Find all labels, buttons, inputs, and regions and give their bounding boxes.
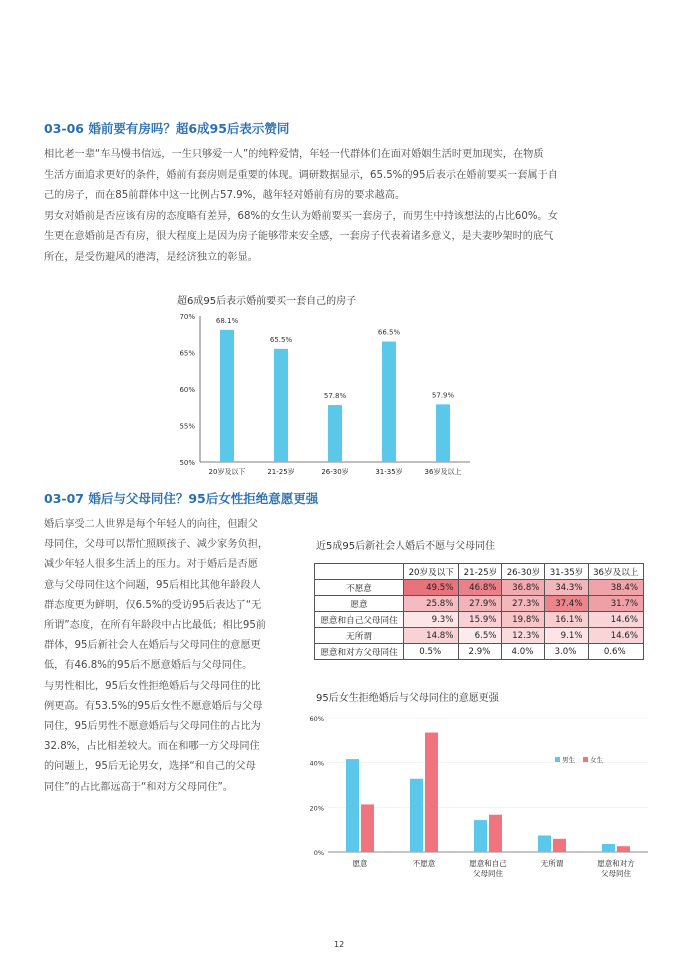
section-title-03-07: 03-07 婚后与父母同住？95后女性拒绝意愿更强 <box>44 491 319 506</box>
bar-value-label: 57.8% <box>323 392 347 401</box>
bar <box>328 405 342 462</box>
text-line: 例更高。有53.5%的95后女性不愿意婚后与父母 <box>44 700 263 712</box>
page-number: 12 <box>334 940 345 949</box>
chart2-title: 95后女生拒绝婚后与父母同住的意愿更强 <box>316 693 499 704</box>
table-cell: 9.1% <box>545 628 588 644</box>
table-cell: 25.8% <box>404 596 459 612</box>
bar-value-label: 66.5% <box>377 328 401 337</box>
y-tick-label: 60% <box>179 386 195 394</box>
text-line: 32.8%，占比相差较大。而在和哪一方父母同住 <box>44 741 260 753</box>
table-cell: 27.3% <box>502 596 545 612</box>
table-cell: 0.6% <box>588 644 644 660</box>
y-tick-label: 70% <box>179 313 195 321</box>
table-header-row <box>315 564 644 580</box>
parents-table <box>314 563 644 660</box>
bar <box>274 349 288 462</box>
bar-female <box>617 846 630 852</box>
bar-female <box>425 733 438 852</box>
table-cell: 9.3% <box>404 612 459 628</box>
x-tick-label: 愿意和自己父母同住 <box>469 859 507 878</box>
x-tick-label: 36岁及以上 <box>424 468 462 476</box>
text-line: 婚后享受二人世界是每个年轻人的向往，但跟父 <box>44 519 258 530</box>
bar <box>220 330 234 462</box>
x-tick-label: 20岁及以下 <box>208 468 246 476</box>
text-line: 男女对婚前是否应该有房的态度略有差异，68%的女生认为婚前要买一套房子，而男生中持该想法的占比60%。女 <box>44 210 558 222</box>
text-line: 意与父母同住这个问题，95后相比其他年龄段人 <box>44 579 261 591</box>
text-line: 的问题上，95后无论男女，选择“和自己的父母 <box>44 761 256 773</box>
table-row <box>315 612 644 628</box>
table-cell: 14.6% <box>588 612 644 628</box>
table-cell: 4.0% <box>502 644 545 660</box>
bar-male <box>346 759 359 852</box>
legend-swatch <box>555 757 560 762</box>
bar-value-label: 68.1% <box>215 316 239 325</box>
table-cell: 46.8% <box>459 580 502 596</box>
table-cell: 31.7% <box>588 596 644 612</box>
section-title-03-06: 03-06 婚前要有房吗？超6成95后表示赞同 <box>44 121 290 136</box>
table-cell: 14.6% <box>588 628 644 644</box>
table-col-header: 36岁及以上 <box>588 564 644 580</box>
bar-female <box>361 804 374 852</box>
y-tick-label: 60% <box>309 715 324 723</box>
table-corner <box>315 564 404 580</box>
x-tick-label: 无所谓 <box>540 859 564 868</box>
text-line: 低，有46.8%的95后不愿意婚后与父母同住。 <box>44 660 253 672</box>
y-tick-label: 0% <box>313 849 324 857</box>
table-cell: 19.8% <box>502 612 545 628</box>
row-label: 愿意和自己父母同住 <box>315 612 404 628</box>
text-line: 生更在意婚前是否有房，很大程度上是因为房子能够带来安全感，一套房子代表着诸多意义，是夫妻吵架时的底气 <box>44 231 554 242</box>
table-cell: 14.8% <box>404 628 459 644</box>
y-tick-label: 40% <box>309 759 324 768</box>
table-cell: 2.9% <box>459 644 502 660</box>
bar-value-label: 65.5% <box>269 335 293 344</box>
text-line: 群体，95后新社会人在婚后与父母同住的意愿更 <box>44 640 261 652</box>
y-tick-label: 65% <box>179 349 195 358</box>
text-line: 与男性相比，95后女性拒绝婚后与父母同住的比 <box>44 680 261 692</box>
legend-swatch <box>583 757 588 762</box>
table-cell: 15.9% <box>459 612 502 628</box>
x-tick-label: 不愿意 <box>412 859 436 868</box>
x-tick-label: 愿意和对方父母同住 <box>597 859 635 878</box>
table-cell: 0.5% <box>404 644 459 660</box>
paragraph-house <box>44 145 644 268</box>
y-tick-label: 55% <box>179 422 195 431</box>
text-line: 所谓”态度，在所有年龄段中占比最低；相比95前 <box>44 620 266 632</box>
table-row <box>315 644 644 660</box>
x-tick-label: 26-30岁 <box>321 468 349 476</box>
text-line: 母同住，父母可以帮忙照顾孩子、减少家务负担， <box>44 539 269 551</box>
x-tick-label: 21-25岁 <box>267 468 295 476</box>
table-cell: 36.8% <box>502 580 545 596</box>
legend-label: 男生 <box>562 756 575 764</box>
row-label: 愿意和对方父母同住 <box>315 644 404 660</box>
bar-male <box>410 779 423 852</box>
table-cell: 3.0% <box>545 644 588 660</box>
table-col-header: 31-35岁 <box>545 564 588 580</box>
table-title: 近5成95后新社会人婚后不愿与父母同住 <box>316 541 496 552</box>
chart1-title: 超6成95后表示婚前要买一套自己的房子 <box>177 296 357 307</box>
table-col-header: 21-25岁 <box>459 564 502 580</box>
row-label: 愿意 <box>315 596 404 612</box>
row-label: 无所谓 <box>315 628 404 644</box>
text-line: 相比老一辈“车马慢书信远，一生只够爱一人”的纯粹爱情，年轻一代群体们在面对婚姻生活时更加现实，在物质 <box>44 149 544 160</box>
x-tick-label: 31-35岁 <box>375 468 403 476</box>
table-row <box>315 596 644 612</box>
text-line: 减少年轻人很多生活上的压力。对于婚后是否愿 <box>44 559 258 571</box>
bar-female <box>489 815 502 852</box>
house-chart <box>170 306 480 478</box>
text-line: 己的房子，而在85前群体中这一比例占57.9%，越年轻对婚前有房的要求越高。 <box>44 190 406 201</box>
text-line: 生活方面追求更好的条件，婚前有套房则是重要的体现。调研数据显示，65.5%的95后表示在婚前要买一套属于自 <box>44 169 558 181</box>
bar-male <box>474 820 487 852</box>
bar-value-label: 57.9% <box>431 391 455 400</box>
table-cell: 16.1% <box>545 612 588 628</box>
legend-label: 女生 <box>590 756 603 764</box>
paragraph-parents <box>44 515 294 798</box>
y-tick-label: 50% <box>179 459 195 467</box>
table-col-header: 20岁及以下 <box>404 564 459 580</box>
parents-gender-chart <box>300 706 650 896</box>
bar-male <box>602 844 615 852</box>
table-col-header: 26-30岁 <box>502 564 545 580</box>
x-tick-label: 愿意 <box>352 859 368 868</box>
table-cell: 34.3% <box>545 580 588 596</box>
table-row <box>315 580 644 596</box>
table-cell: 6.5% <box>459 628 502 644</box>
table-cell: 37.4% <box>545 596 588 612</box>
text-line: 同住”的占比都远高于“和对方父母同住”。 <box>44 781 234 793</box>
row-label: 不愿意 <box>315 580 404 596</box>
bar-female <box>553 839 566 852</box>
table-cell: 27.9% <box>459 596 502 612</box>
text-line: 所在，是受伤避风的港湾，是经济独立的彰显。 <box>44 251 258 263</box>
table-cell: 12.3% <box>502 628 545 644</box>
text-line: 同住，95后男性不愿意婚后与父母同住的占比为 <box>44 721 261 733</box>
table-cell: 49.5% <box>404 580 459 596</box>
y-tick-label: 20% <box>309 804 324 813</box>
bar <box>436 404 450 462</box>
bar <box>382 342 396 462</box>
table-cell: 38.4% <box>588 580 644 596</box>
text-line: 群态度更为鲜明，仅6.5%的受访95后表达了“无 <box>44 599 262 611</box>
bar-male <box>538 835 551 852</box>
table-row <box>315 628 644 644</box>
